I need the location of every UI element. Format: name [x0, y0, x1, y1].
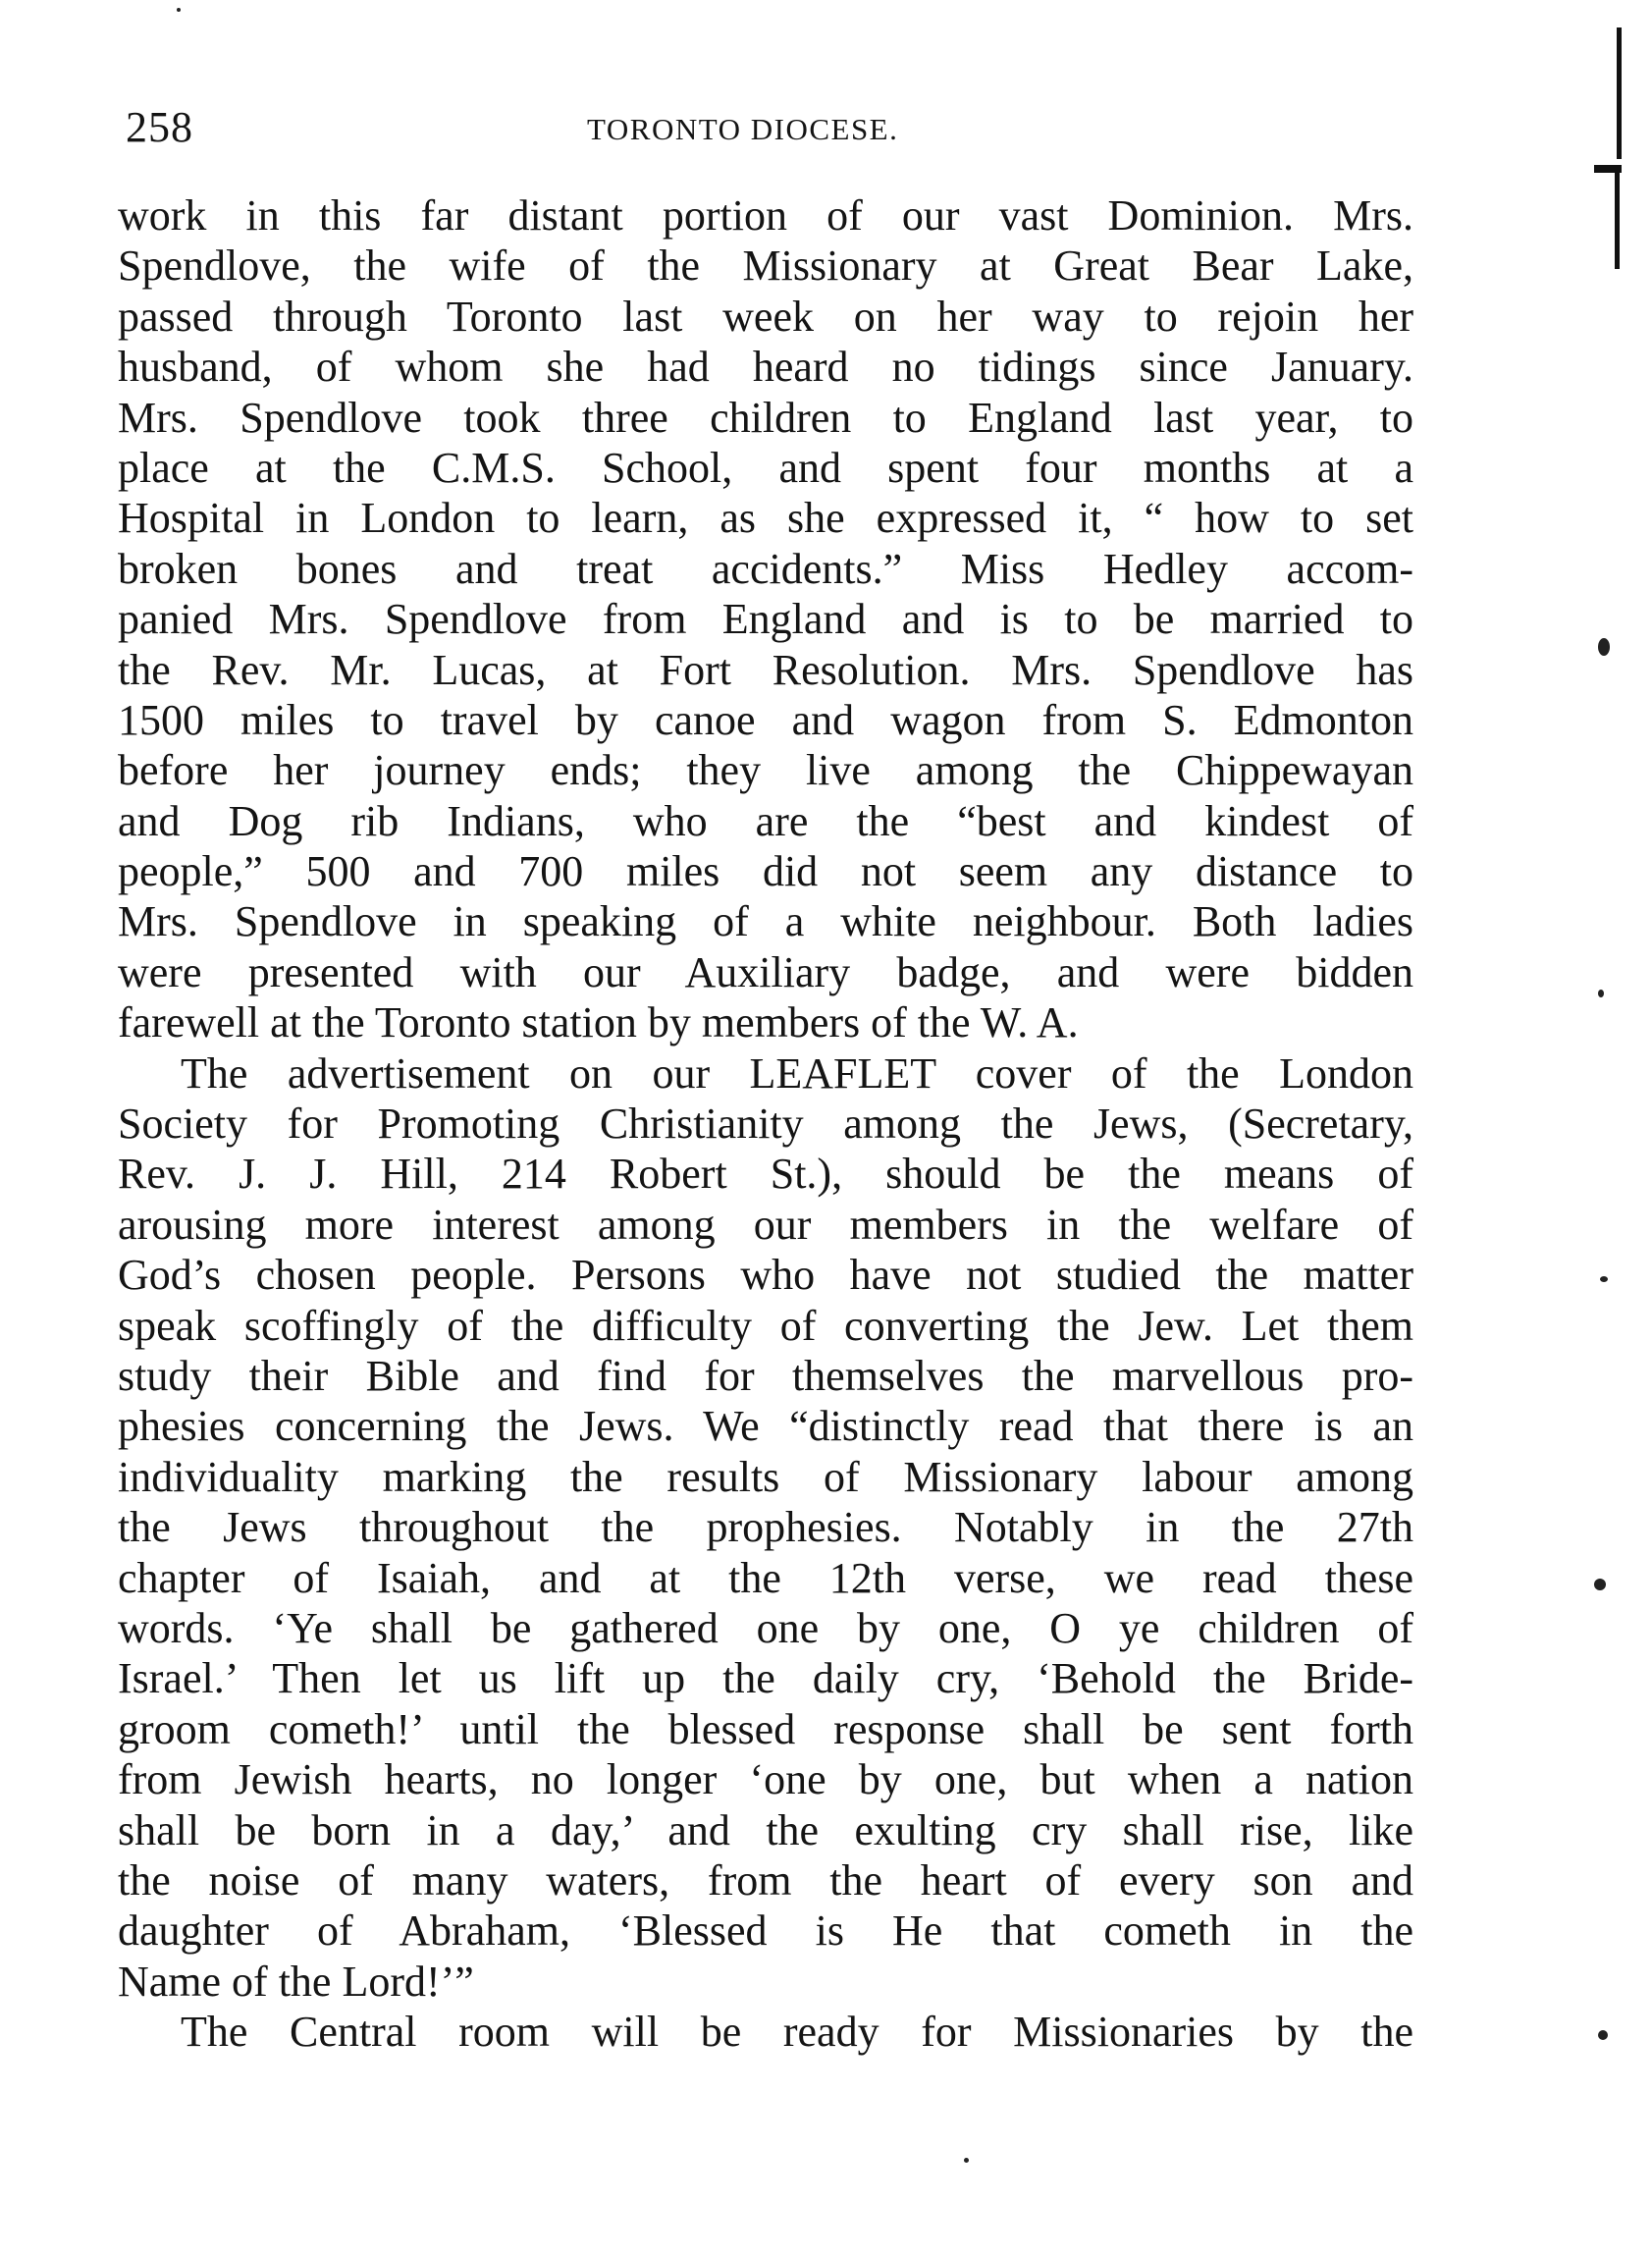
- text-line: from Jewish hearts, no longer ‘one by one, but when a nation: [118, 1755, 1413, 1804]
- text-line: arousing more interest among our members in the welfare of: [118, 1200, 1413, 1249]
- text-line: The advertisement on our LEAFLET cover of the London: [181, 1048, 1413, 1098]
- text-line: phesies concerning the Jews. We “distinctly read that there is an: [118, 1402, 1413, 1451]
- text-line: The Central room will be ready for Missionaries by the: [181, 2008, 1413, 2057]
- text-line: passed through Toronto last week on her way to rejoin her: [118, 292, 1413, 341]
- text-line: Mrs. Spendlove in speaking of a white neighbour. Both ladies: [118, 897, 1413, 946]
- text-line: individuality marking the results of Missionary labour among: [118, 1452, 1413, 1501]
- text-line: Society for Promoting Christianity among the Jews, (Secretary,: [118, 1100, 1413, 1149]
- text-line: Mrs. Spendlove took three children to England last year, to: [118, 393, 1413, 442]
- text-line: Spendlove, the wife of the Missionary at Great Bear Lake,: [118, 242, 1413, 291]
- scan-speck: [964, 2158, 969, 2163]
- text-line: chapter of Isaiah, and at the 12th verse, we read these: [118, 1553, 1413, 1602]
- text-line: God’s chosen people. Persons who have not studied the matter: [118, 1251, 1413, 1300]
- text-line: groom cometh!’ until the blessed response shall be sent forth: [118, 1704, 1413, 1753]
- text-line: study their Bible and find for themselves the marvellous pro-: [118, 1351, 1413, 1400]
- text-line: people,” 500 and 700 miles did not seem any distance to: [118, 847, 1413, 896]
- text-line: the Rev. Mr. Lucas, at Fort Resolution. Mrs. Spendlove has: [118, 645, 1413, 694]
- text-line: Rev. J. J. Hill, 214 Robert St.), should be the means of: [118, 1150, 1413, 1199]
- text-line: husband, of whom she had heard no tidings since January.: [118, 343, 1413, 392]
- scan-speck: [1600, 1276, 1608, 1282]
- text-line: speak scoffingly of the difficulty of converting the Jew. Let them: [118, 1301, 1413, 1350]
- page-header: [126, 102, 1421, 161]
- text-line: panied Mrs. Spendlove from England and is to be married to: [118, 595, 1413, 644]
- scan-speck: [1598, 990, 1604, 997]
- text-line: words. ‘Ye shall be gathered one by one, O ye children of: [118, 1603, 1413, 1652]
- scan-edge-mark: [1615, 173, 1620, 269]
- text-line: before her journey ends; they live among the Chippewayan: [118, 746, 1413, 795]
- page-number: 258: [126, 103, 193, 151]
- scan-speck: [1594, 1579, 1606, 1590]
- text-line: were presented with our Auxiliary badge, and were bidden: [118, 947, 1413, 996]
- scan-edge-mark: [1594, 165, 1622, 173]
- running-head: TORONTO DIOCESE.: [587, 112, 899, 146]
- text-line: farewell at the Toronto station by members of the W. A.: [118, 998, 1079, 1047]
- text-line: Hospital in London to learn, as she expressed it, “ how to set: [118, 494, 1413, 543]
- body-text: [118, 190, 1413, 2057]
- text-line: broken bones and treat accidents.” Miss Hedley accom-: [118, 544, 1413, 593]
- text-line: work in this far distant portion of our vast Dominion. Mrs.: [118, 191, 1413, 240]
- scan-edge-mark: [1617, 27, 1622, 159]
- text-line: the Jews throughout the prophesies. Notably in the 27th: [118, 1503, 1413, 1552]
- text-line: 1500 miles to travel by canoe and wagon from S. Edmonton: [118, 695, 1413, 744]
- text-line: daughter of Abraham, ‘Blessed is He that cometh in the: [118, 1906, 1413, 1956]
- scan-speck: [177, 8, 181, 12]
- text-line: shall be born in a day,’ and the exulting cry shall rise, like: [118, 1805, 1413, 1854]
- text-line: place at the C.M.S. School, and spent four months at a: [118, 443, 1413, 492]
- text-line: Name of the Lord!’”: [118, 1957, 474, 2006]
- text-line: Israel.’ Then let us lift up the daily cry, ‘Behold the Bride-: [118, 1654, 1413, 1703]
- scan-speck: [1598, 638, 1610, 656]
- text-line: the noise of many waters, from the heart of every son and: [118, 1855, 1413, 1905]
- text-line: and Dog rib Indians, who are the “best and kindest of: [118, 796, 1413, 845]
- scan-speck: [1598, 2030, 1608, 2040]
